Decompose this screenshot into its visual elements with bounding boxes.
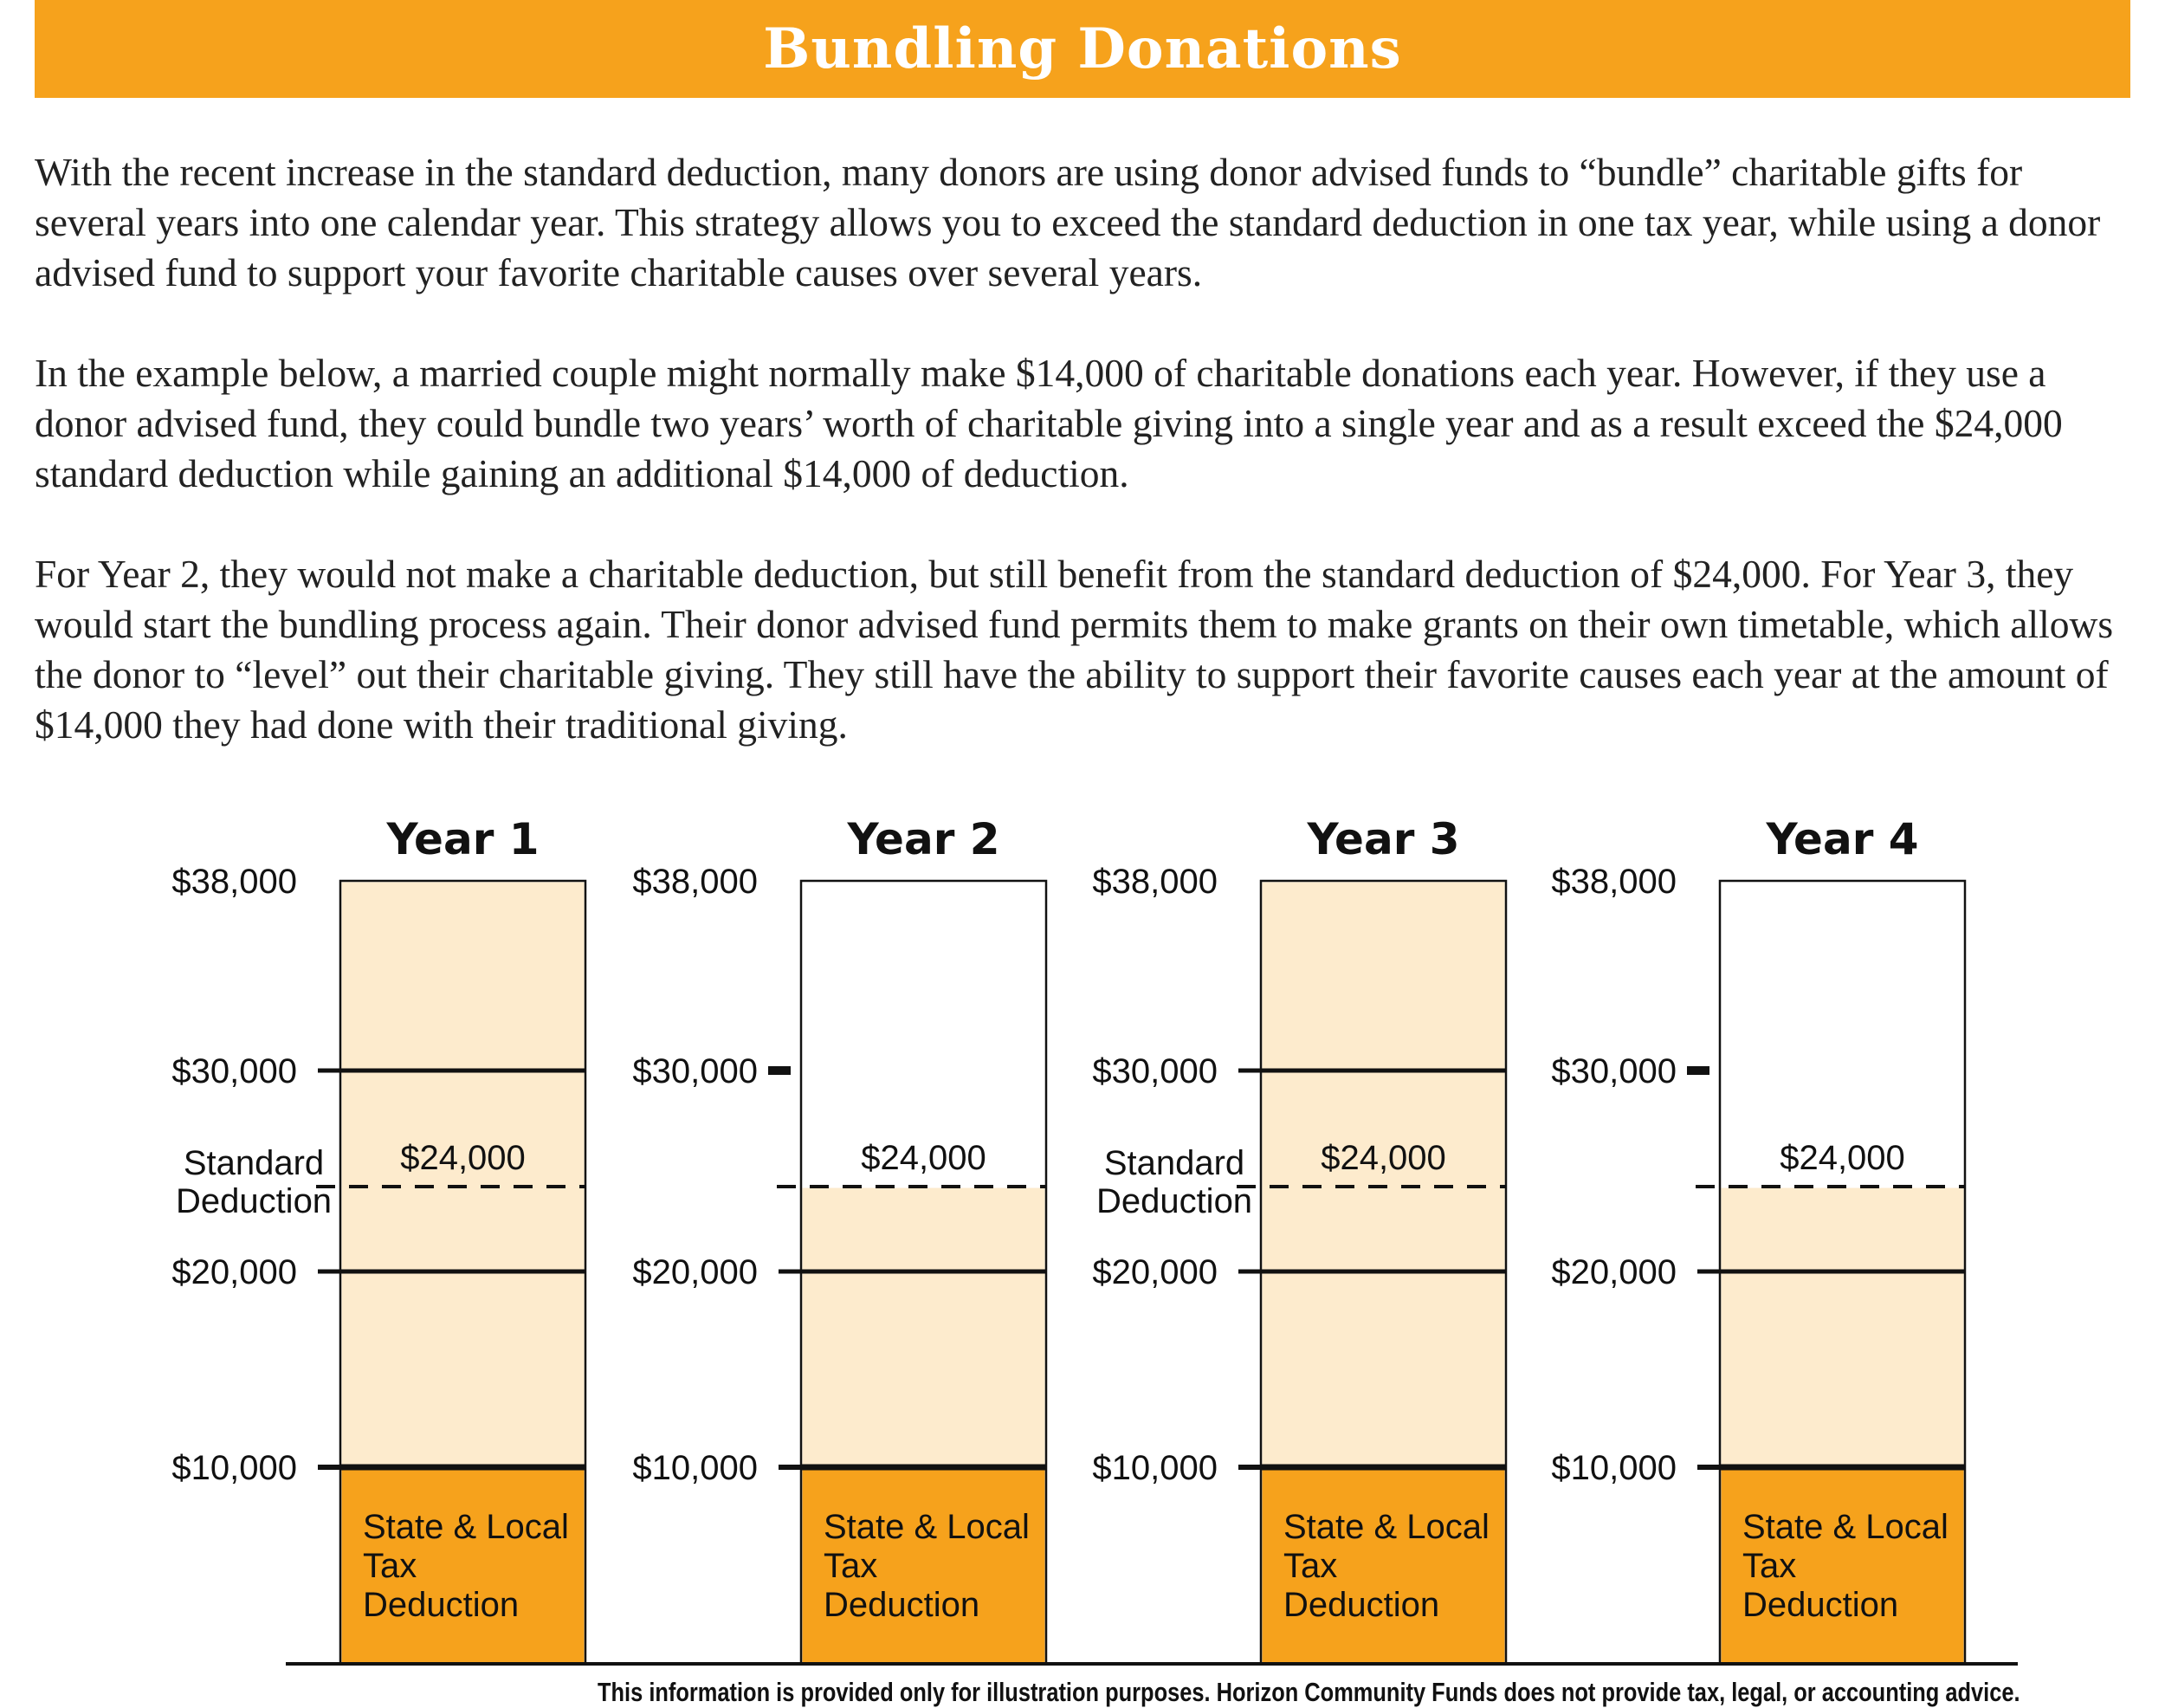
bar-label: State & Local bbox=[363, 1508, 569, 1546]
y-tick-label: $10,000 bbox=[632, 1449, 758, 1487]
bar-label: Deduction bbox=[1283, 1586, 1440, 1624]
year-group bbox=[1551, 814, 1965, 1664]
standard-deduction-value: $24,000 bbox=[400, 1139, 526, 1177]
standard-deduction-fill bbox=[803, 1188, 1045, 1469]
y-tick-label: $20,000 bbox=[1551, 1253, 1677, 1291]
y-tick-label: $38,000 bbox=[1092, 863, 1218, 901]
y-tick-label: $10,000 bbox=[1551, 1449, 1677, 1487]
standard-deduction-label-line: Deduction bbox=[175, 1182, 333, 1220]
y-tick-label: $10,000 bbox=[171, 1449, 297, 1487]
bar-label: Tax bbox=[363, 1547, 417, 1585]
intro-paragraph-3: For Year 2, they would not make a charitable deduction, but still benefit from the standard deduction of $24,000. For Year 3, they would start the bundling process again. Their donor advised fund permits them to make grants on their own timetable, which allows the donor to “level” out their charitable giving. They still have the ability to support their favorite causes each year at the amount of $14,000 they had done with their traditional giving. bbox=[35, 552, 2114, 747]
year-group bbox=[171, 814, 585, 1664]
y-tick-label: $38,000 bbox=[632, 863, 758, 901]
y-tick-label: $30,000 bbox=[171, 1052, 297, 1090]
bar-label: Deduction bbox=[824, 1586, 980, 1624]
year-title: Year 1 bbox=[386, 814, 540, 864]
year-group bbox=[632, 814, 1046, 1664]
bar-label: State & Local bbox=[1283, 1508, 1490, 1546]
standard-deduction-label-line: Standard bbox=[183, 1144, 325, 1182]
standard-deduction-label-line: Standard bbox=[1103, 1144, 1245, 1182]
bar-label: Deduction bbox=[1742, 1586, 1899, 1624]
standard-deduction-value: $24,000 bbox=[1780, 1139, 1905, 1177]
bar-label: State & Local bbox=[824, 1508, 1030, 1546]
y-tick-label: $30,000 bbox=[1551, 1052, 1677, 1090]
bar-label: State & Local bbox=[1742, 1508, 1948, 1546]
bar-label: Tax bbox=[1742, 1547, 1797, 1585]
y-tick-label: $20,000 bbox=[632, 1253, 758, 1291]
intro-paragraph-2: In the example below, a married couple might normally make $14,000 of charitable donations each year. However, if they use a donor advised fund, they could bundle two years’ worth of charitable giving into a single year and as a result exceed the $24,000 standard deduction while gaining an additional $14,000 of deduction. bbox=[35, 351, 2063, 495]
y-tick-label: $30,000 bbox=[632, 1052, 758, 1090]
y-tick-label: $20,000 bbox=[171, 1253, 297, 1291]
standard-deduction-value: $24,000 bbox=[861, 1139, 986, 1177]
year-title: Year 4 bbox=[1766, 814, 1919, 864]
standard-deduction-value: $24,000 bbox=[1321, 1139, 1446, 1177]
standard-deduction-label bbox=[176, 1144, 332, 1220]
bar-label: Deduction bbox=[363, 1586, 520, 1624]
standard-deduction-fill bbox=[1722, 1188, 1964, 1469]
y-tick-label: $10,000 bbox=[1092, 1449, 1218, 1487]
year-group bbox=[1092, 814, 1506, 1664]
year-title: Year 3 bbox=[1307, 814, 1460, 864]
standard-deduction-label bbox=[1096, 1144, 1252, 1220]
y-tick-label: $38,000 bbox=[1551, 863, 1677, 901]
bar-label: Tax bbox=[824, 1547, 878, 1585]
y-tick-label: $20,000 bbox=[1092, 1253, 1218, 1291]
disclaimer: This information is provided only for illustration purposes. Horizon Community Funds does not provide tax, legal, or accounting advice. bbox=[598, 1677, 2020, 1707]
year-title: Year 2 bbox=[847, 814, 1000, 864]
standard-deduction-label-line: Deduction bbox=[1095, 1182, 1253, 1220]
bar-label: Tax bbox=[1283, 1547, 1338, 1585]
y-tick-label: $38,000 bbox=[171, 863, 297, 901]
page-title: Bundling Donations bbox=[763, 16, 1402, 81]
intro-paragraph-1: With the recent increase in the standard deduction, many donors are using donor advised funds to “bundle” charitable gifts for several years into one calendar year. This strategy allows you to exceed the standard deduction in one tax year, while using a donor advised fund to support your favorite charitable causes over several years. bbox=[35, 150, 2101, 294]
y-tick-label: $30,000 bbox=[1092, 1052, 1218, 1090]
